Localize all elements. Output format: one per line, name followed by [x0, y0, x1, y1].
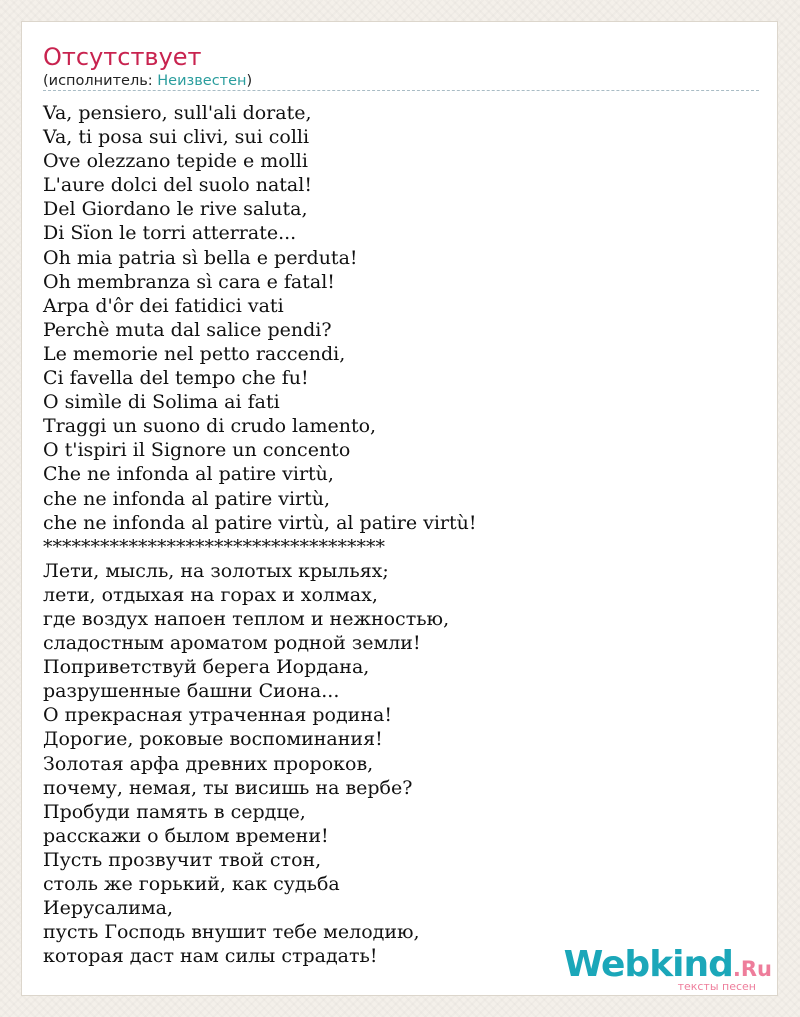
performer-line [43, 71, 252, 91]
performer-prefix: (исполнитель: [43, 73, 158, 89]
lyric-line: которая даст нам силы страдать! [43, 945, 378, 968]
site-logo[interactable] [563, 944, 772, 993]
lyrics-card [21, 21, 778, 996]
lyric-line: Золотая арфа древних пророков, [43, 752, 374, 775]
title-divider [43, 90, 759, 91]
lyric-line: ************************************ [43, 535, 385, 558]
lyric-line: che ne infonda al patire virtù, [43, 487, 331, 510]
performer-suffix: ) [246, 73, 253, 89]
lyric-line: Oh mia patria sì bella e perduta! [43, 246, 358, 269]
lyric-line: Ove olezzano tepide e molli [43, 150, 308, 173]
lyric-line: Di Sïon le torri atterrate... [43, 222, 297, 245]
lyric-line: расскажи о былом времени! [43, 824, 329, 847]
lyric-line: Oh membranza sì cara e fatal! [43, 270, 335, 293]
lyric-line: O simìle di Solima ai fati [43, 391, 280, 414]
lyric-line: почему, немая, ты висишь на вербе? [43, 776, 413, 799]
brand-name-main: Webkind [563, 944, 733, 985]
lyric-line: О прекрасная утраченная родина! [43, 704, 392, 727]
lyric-line: Del Giordano le rive saluta, [43, 198, 308, 221]
lyric-line: разрушенные башни Сиона... [43, 680, 340, 703]
lyric-line: Le memorie nel petto raccendi, [43, 342, 346, 365]
lyric-line: пусть Господь внушит тебе мелодию, [43, 921, 420, 944]
lyric-line: Traggi un suono di crudo lamento, [43, 415, 377, 438]
lyric-line: столь же горький, как судьба [43, 873, 340, 895]
brand-tagline: тексты песен [677, 980, 756, 993]
lyric-line: che ne infonda al patire virtù, al patire virtù! [43, 511, 477, 534]
lyric-line: Va, pensiero, sull'ali dorate, [43, 102, 312, 124]
lyric-line: Пробуди память в сердце, [43, 800, 306, 823]
page-title: Отсутствует [43, 43, 202, 71]
lyric-line: Va, ti posa sui clivi, sui colli [43, 126, 310, 149]
lyric-line: где воздух напоен теплом и нежностью, [43, 607, 450, 630]
lyric-line: Иерусалима, [43, 897, 174, 920]
lyrics-text [43, 101, 477, 968]
lyric-line: L'aure dolci del suolo natal! [43, 174, 312, 197]
lyric-line: сладостным ароматом родной земли! [43, 632, 421, 655]
lyric-line: лети, отдыхая на горах и холмах, [43, 583, 378, 606]
lyric-line: O t'ispiri il Signore un concento [43, 439, 351, 462]
lyric-line: Che ne infonda al patire virtù, [43, 463, 334, 486]
lyric-line: Ci favella del tempo che fu! [43, 367, 309, 390]
lyric-line: Поприветствуй берега Иордана, [43, 656, 370, 679]
brand-name-tld: .Ru [732, 957, 772, 981]
lyric-line: Лети, мысль, на золотых крыльях; [43, 559, 389, 582]
lyric-line: Arpa d'ôr dei fatidici vati [43, 294, 284, 317]
performer-link[interactable]: Неизвестен [157, 73, 247, 89]
lyric-line: Дорогие, роковые воспоминания! [43, 728, 383, 751]
lyric-line: Пусть прозвучит твой стон, [43, 848, 322, 871]
lyric-line: Perchè muta dal salice pendi? [43, 318, 332, 341]
